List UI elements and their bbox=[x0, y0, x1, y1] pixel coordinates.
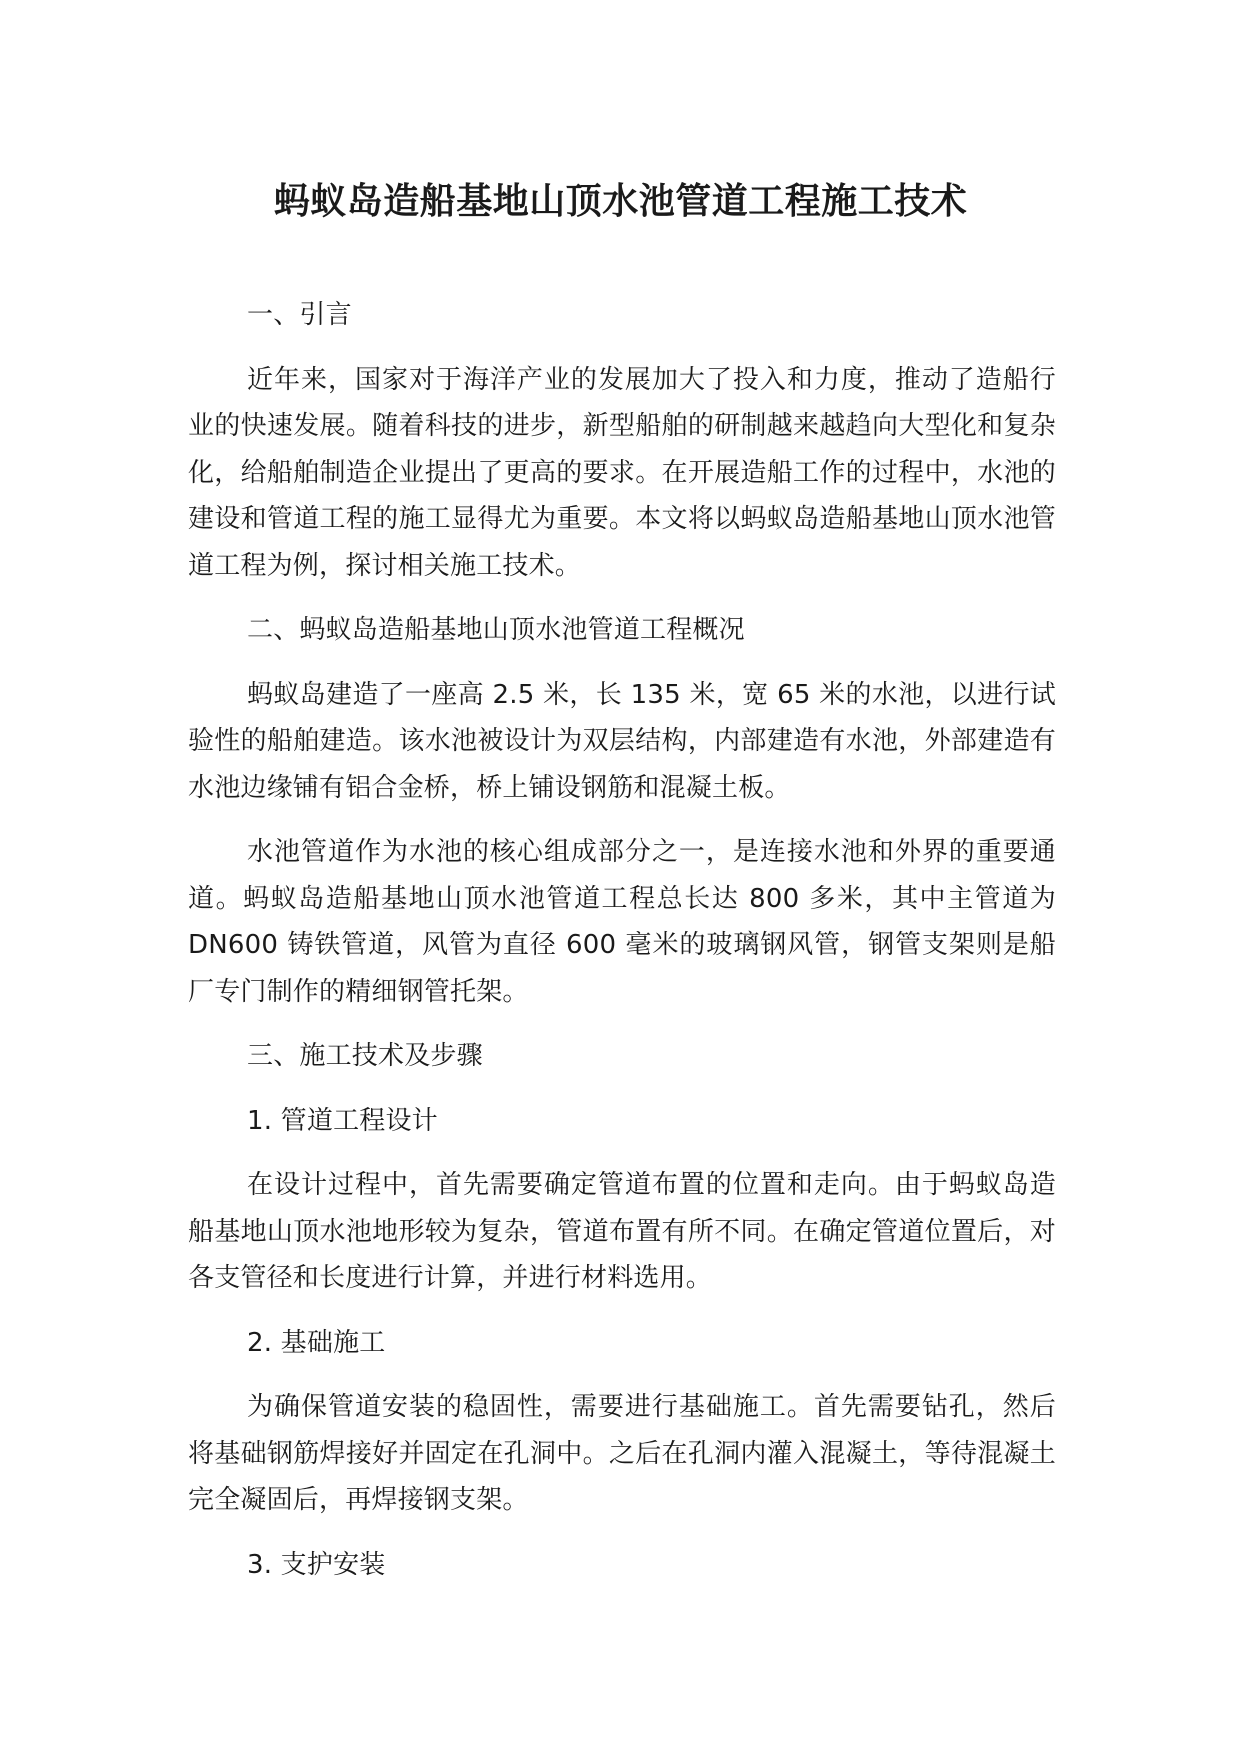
document-body bbox=[188, 292, 1056, 1606]
paragraph-introduction: 近年来，国家对于海洋产业的发展加大了投入和力度，推动了造船行业的快速发展。随着科技的进步，新型船舶的研制越来越趋向大型化和复杂化，给船舶制造企业提出了更高的要求。在开展造船工作的过程中，水池的建设和管道工程的施工显得尤为重要。本文将以蚂蚁岛造船基地山顶水池管道工程为例，探讨相关施工技术。 bbox=[188, 364, 1056, 581]
section-heading-techniques: 三、施工技术及步骤 bbox=[247, 1041, 483, 1071]
section-heading-introduction: 一、引言 bbox=[247, 300, 352, 330]
paragraph-pipeline-description: 水池管道作为水池的核心组成部分之一，是连接水池和外界的重要通道。蚂蚁岛造船基地山顶水池管道工程总长达 800 多米，其中主管道为 DN600 铸铁管道，风管为直径 600 毫米的玻璃钢风管，钢管支架则是船厂专门制作的精细钢管托架。 bbox=[188, 837, 1056, 1007]
paragraph-foundation: 为确保管道安装的稳固性，需要进行基础施工。首先需要钻孔，然后将基础钢筋焊接好并固定在孔洞中。之后在孔洞内灌入混凝土，等待混凝土完全凝固后，再焊接钢支架。 bbox=[188, 1392, 1056, 1515]
subheading-foundation: 2. 基础施工 bbox=[247, 1327, 386, 1358]
paragraph-pool-description: 蚂蚁岛建造了一座高 2.5 米，长 135 米，宽 65 米的水池，以进行试验性的船舶建造。该水池被设计为双层结构，内部建造有水池，外部建造有水池边缘铺有铝合金桥，桥上铺设钢筋和混凝土板。 bbox=[188, 679, 1056, 803]
subheading-pipeline-design: 1. 管道工程设计 bbox=[247, 1105, 438, 1136]
paragraph-pipeline-design: 在设计过程中，首先需要确定管道布置的位置和走向。由于蚂蚁岛造船基地山顶水池地形较为复杂，管道布置有所不同。在确定管道位置后，对各支管径和长度进行计算，并进行材料选用。 bbox=[188, 1170, 1056, 1293]
document-title: 蚂蚁岛造船基地山顶水池管道工程施工技术 bbox=[273, 181, 968, 222]
section-heading-overview: 二、蚂蚁岛造船基地山顶水池管道工程概况 bbox=[247, 615, 745, 645]
subheading-support-installation: 3. 支护安装 bbox=[247, 1549, 386, 1580]
